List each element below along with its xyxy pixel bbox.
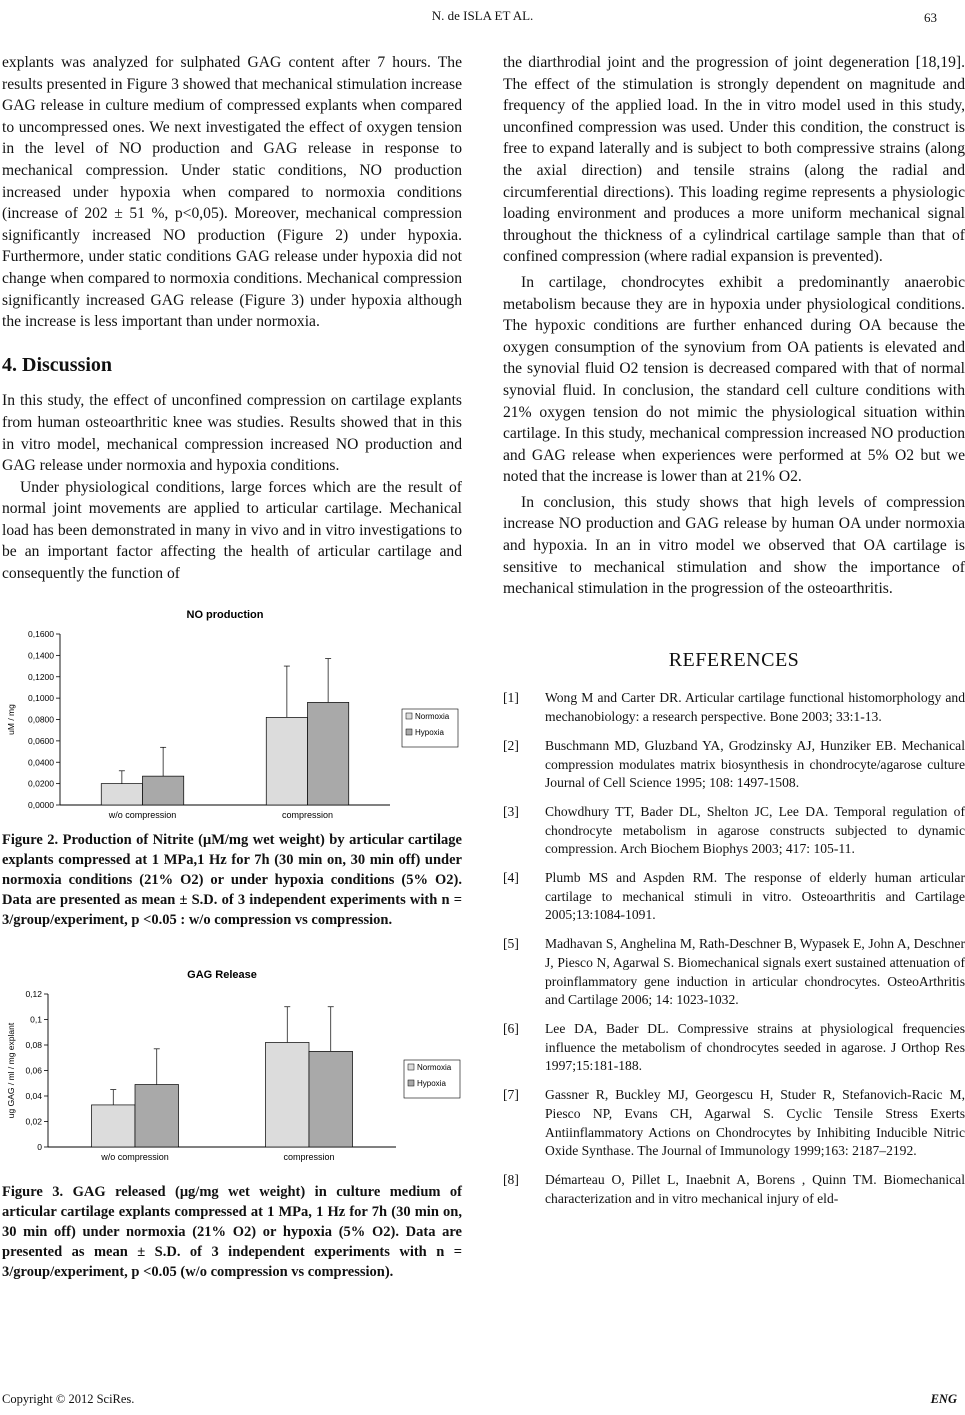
legend-swatch [406,713,412,719]
reference-number: [4] [503,870,519,886]
reference-text: Madhavan S, Anghelina M, Rath-Deschner B, Wypasek E, John A, Deschner J, Piesco N, Agarwal S. Biomechanical signals exert sustained attenuation of proinflammatory gene induction in articular chondrocytes. OsteoArthritis and Cartilage 2006; 14: 1023-1032. [545,936,965,1008]
bar-normoxia [266,1043,310,1148]
y-tick-label: 0,02 [25,1116,42,1127]
bar-hypoxia [308,702,349,805]
reference-number: [2] [503,737,519,753]
no-production-chart [2,605,462,820]
reference-number: [8] [503,1171,519,1187]
reference-text: Wong M and Carter DR. Articular cartilage functional histomorphology and mechanobiology: a research perspective. Bone 2003; 33:1-13. [545,690,965,725]
reference-item [503,1020,965,1076]
conclusion-paragraph: In conclusion, this study shows that high levels of compression increase NO production and GAG release by human OA under normoxia and hypoxia. In an in vitro model we observed that OA cartilage is sensitive to mechanical stimulation and show the importance of mechanical stimulation in the progression of the osteoarthritis. [503,493,965,598]
y-tick-label: 0,1600 [28,628,54,639]
y-tick-label: 0 [37,1142,42,1153]
running-head: N. de ISLA ET AL. [431,8,534,23]
legend-label: Hypoxia [415,727,444,737]
bar-normoxia [92,1105,136,1147]
reference-number: [7] [503,1087,519,1103]
chart-title: NO production [186,608,264,621]
y-tick-label: 0,0000 [28,799,54,810]
reference-number: [3] [503,803,519,819]
reference-text: Lee DA, Bader DL. Compressive strains at physiological frequencies influence the metabolism of chondrocytes seeded in agarose. J Orthop Res 1997;15:181-188. [545,1020,965,1074]
bar-hypoxia [309,1052,353,1148]
figure-2 [2,605,462,931]
bar-normoxia [266,717,307,805]
results-paragraph: explants was analyzed for sulphated GAG content after 7 hours. The results presented in Figure 3 showed that mechanical stimulation increase GAG release in culture medium of compressed explants when compared to uncompressed ones. We next investigated the effect of oxygen tension in the level of NO production and GAG release in response to mechanical compression. Under static conditions, NO production increased under hypoxia when compared to normoxia conditions (increase of 202 ± 51 %, p<0,05). Moreover, mechanical compression significantly increased NO production (Figure 2) under hypoxia. Furthermore, under static conditions GAG release under hypoxia did not change when compared to normoxia conditions. Mechanical compression significantly increased GAG release (Figure 3) under hypoxia although the increase is less important than under normoxia. [2,54,462,331]
legend-swatch [408,1080,414,1086]
gag-release-chart [2,966,462,1171]
reference-text: Buschmann MD, Gluzband YA, Grodzinsky AJ, Hunziker EB. Mechanical compression modulates matrix biosynthesis in chondrocyte/agarose culture Journal of Cell Science 1995; 108: 1497-1508. [545,737,965,791]
legend-label: Normoxia [417,1063,452,1073]
reference-text: Chowdhury TT, Bader DL, Shelton JC, Lee DA. Temporal regulation of chondrocyte metabolism in agarose constructs subjected to dynamic compression. Arch Biochem Biophys 2003; 417: 105-11. [545,803,965,857]
figure-3-caption: Figure 3. GAG released (μg/mg wet weight) in culture medium of articular cartilage explants compressed at 1 MPa, 1 Hz for 7h (30 min on, 30 min off) under normoxia (21% O2) or hypoxia (5% O2). Data are presented as mean ± S.D. of 3 independent experiments with n = 3/group/experiment, p <0.05 (w/o compression vs compression). [2,1183,462,1280]
y-tick-label: 0,0600 [28,735,54,746]
y-tick-label: 0,1400 [28,650,54,661]
reference-text: Gassner R, Buckley MJ, Georgescu H, Studer R, Stefanovich-Racic M, Piesco NP, Evans CH, Agarwal S. Cyclic Tensile Stress Exerts Antiinflammatory Actions on Chondrocytes by Inhibiting Inducible Nitric Oxide Synthase. The Journal of Immunology 1999;163: 2187–2192. [545,1087,965,1159]
page-header [0,6,965,28]
reference-item [503,1171,965,1208]
right-column [503,52,965,1218]
discussion-paragraph-2: Under physiological conditions, large forces which are the result of normal joint movements are applied to articular cartilage. Mechanical load has been demonstrated in many in vivo and in vitro investigations to be an important factor affecting the health of articular cartilage and consequently the function of [2,478,462,583]
y-tick-label: 0,08 [25,1040,42,1051]
discussion-paragraph-4: In cartilage, chondrocytes exhibit a predominantly anaerobic metabolism because they are in hypoxia under physiological conditions. The hypoxic conditions are further enhanced during OA because the oxygen consumption of the synovium from OA patients is elevated and the synovial fluid O2 tension is decreased compared with that of normal synovial fluid. In conclusion, the standard cell culture conditions with 21% oxygen tension do not mimic the physiological situation within cartilage. In this study, mechanical compression increased NO production and GAG release when experiences were performed at 5% O2 but we noted that the increase is lower than at 21% O2. [503,273,965,486]
reference-text: Démarteau O, Pillet L, Inaebnit A, Borens , Quinn TM. Biomechanical characterization and in vitro mechanical injury of eld- [545,1171,965,1206]
reference-item [503,935,965,1010]
section-heading: 4. Discussion [2,353,113,376]
bar-hypoxia [135,1085,179,1147]
x-tick-label: w/o compression [108,809,177,820]
y-tick-label: 0,1 [30,1014,42,1025]
chart-title: GAG Release [187,969,257,982]
y-tick-label: 0,1000 [28,692,54,703]
y-tick-label: 0,04 [25,1091,42,1102]
figure-3 [2,966,462,1282]
legend-label: Hypoxia [417,1079,446,1089]
reference-list [503,689,965,1208]
reference-text: Plumb MS and Aspden RM. The response of elderly human articular cartilage to mechanical stimuli in vitro. Osteoarthritis and Cartilage 2005;13:1084-1091. [545,870,965,923]
left-column [2,52,462,1282]
references-title: REFERENCES [668,648,800,671]
reference-number: [6] [503,1020,519,1036]
x-tick-label: compression [283,1152,335,1163]
legend-swatch [406,729,412,735]
y-tick-label: 0,1200 [28,671,54,682]
journal-abbrev: ENG [930,1392,957,1406]
reference-item [503,1086,965,1161]
reference-number: [5] [503,936,519,952]
y-axis-label: ug GAG / ml / mg explant [6,1023,16,1119]
reference-item [503,803,965,859]
discussion-paragraph-1: In this study, the effect of unconfined compression on cartilage explants from human osteoarthritic knee was studies. Results showed that in this in vitro model, mechanical compression increased NO production and GAG release under normoxia and hypoxia conditions. [2,392,462,475]
x-tick-label: w/o compression [101,1152,169,1163]
page-number: 63 [924,10,937,25]
y-tick-label: 0,06 [25,1065,42,1076]
bar-normoxia [101,783,142,804]
legend-swatch [408,1064,414,1070]
reference-item [503,689,965,726]
discussion-paragraph-3: the diarthrodial joint and the progression of joint degeneration [18,19]. The effect of the stimulation is strongly dependent on magnitude and frequency of the applied load. In the in vitro model used in this study, unconfined compression was used. Under this condition, the construct is free to expand laterally and is subject to both compressive strains (along the axial direction) and tensile strains (along the radial and circumferential directions). This loading regime represents a physiologic loading environment and produces a more uniform mechanical signal throughout the thickness of a cylindrical cartilage sample than that of confined compression (where radial expansion is prevented). [503,54,965,266]
bar-hypoxia [143,776,184,805]
y-tick-label: 0,0200 [28,778,54,789]
y-tick-label: 0,0800 [28,714,54,725]
y-tick-label: 0,12 [25,989,42,1000]
x-tick-label: compression [281,809,334,820]
reference-item [503,869,965,925]
copyright: Copyright © 2012 SciRes. [2,1392,135,1406]
y-tick-label: 0,0400 [28,756,54,767]
y-axis-label: uM / mg [6,703,16,735]
reference-item [503,737,965,793]
figure-2-caption: Figure 2. Production of Nitrite (μM/mg wet weight) by articular cartilage explants compressed at 1 MPa,1 Hz for 7h (30 min on, 30 min off) under normoxia conditions (21% O2) or under hypoxia conditions (5% O2). Data are presented as mean ± S.D. of 3 independent experiments with n = 3/group/experiment, p <0.05 : w/o compression vs compression. [2,832,462,929]
reference-number: [1] [503,690,519,706]
legend-label: Normoxia [415,711,450,721]
